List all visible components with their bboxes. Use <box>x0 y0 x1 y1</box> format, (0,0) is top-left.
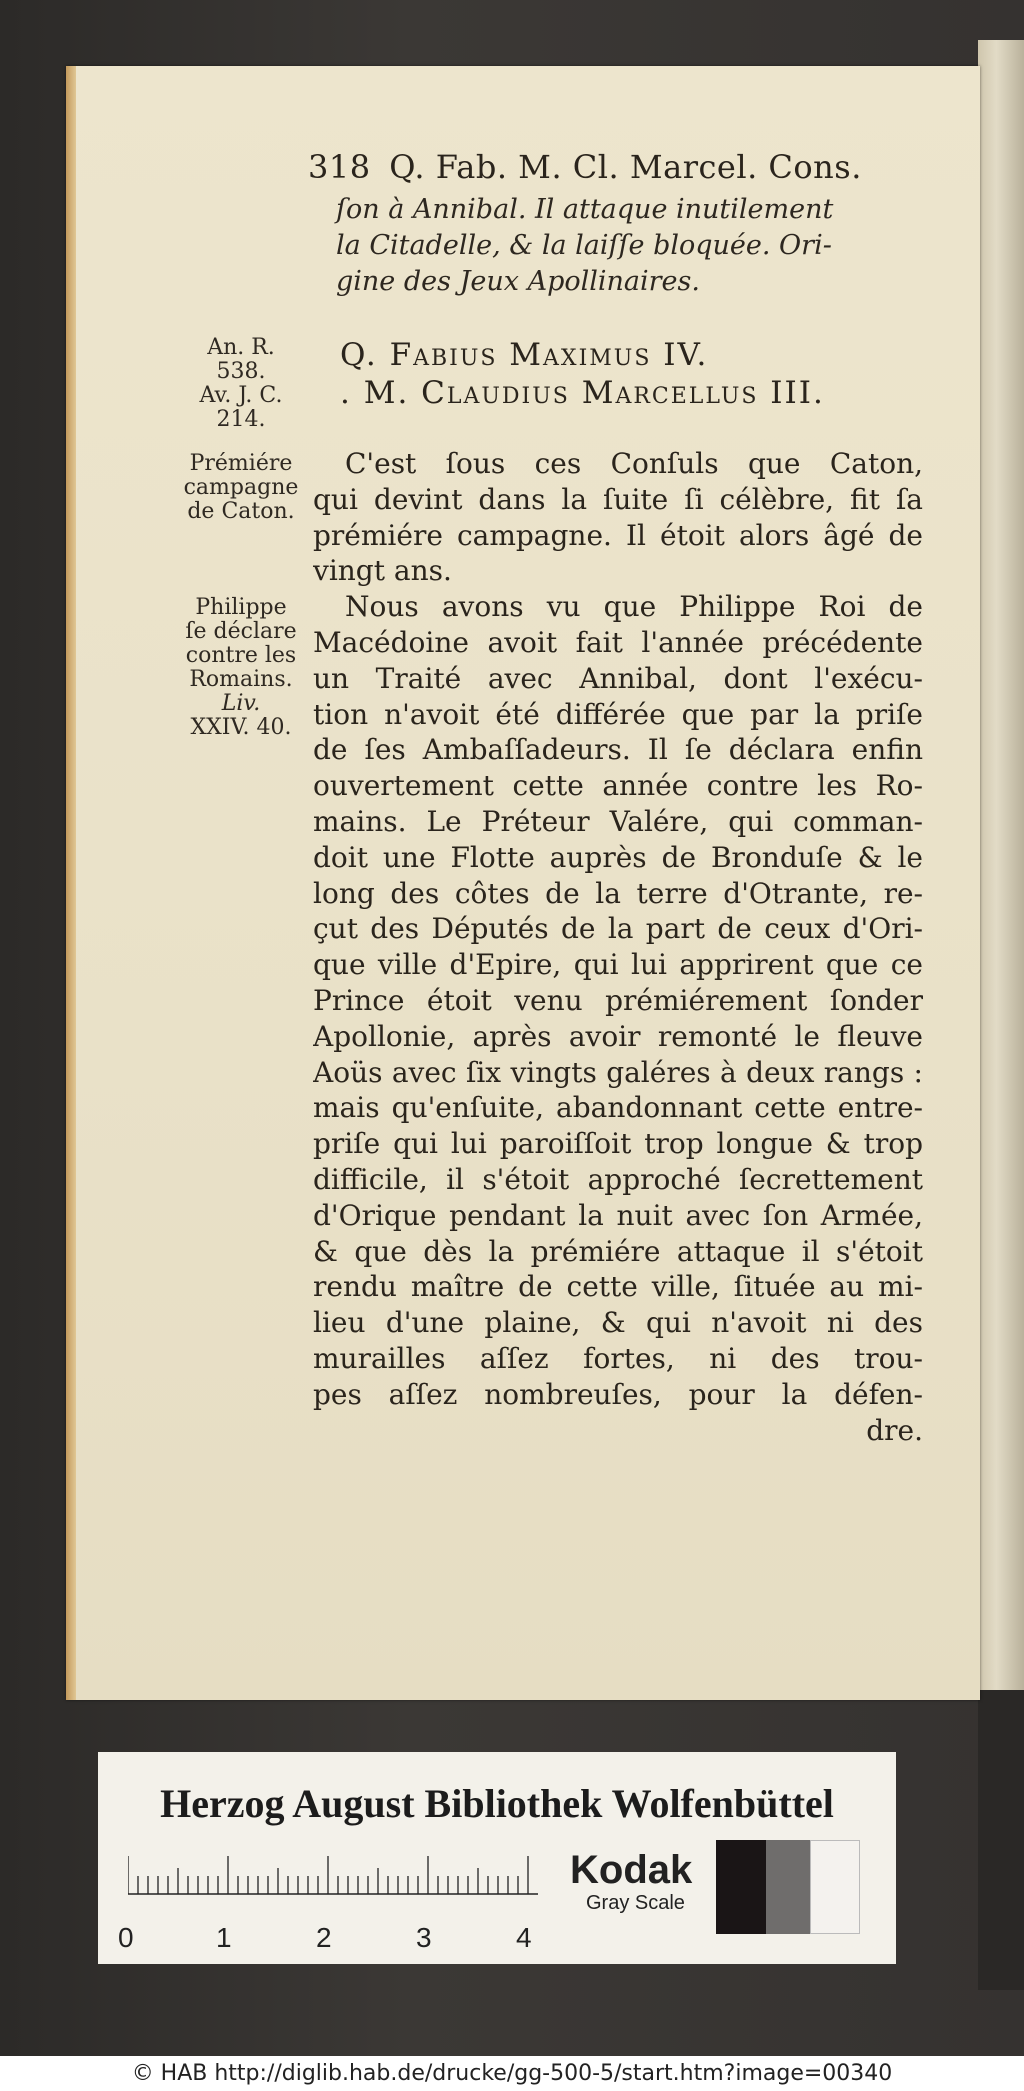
adjacent-page-edge <box>978 40 1024 1690</box>
margin-line: contre les <box>185 643 297 668</box>
text-line: doit une Flotte auprès de Bronduſe & le <box>313 840 923 874</box>
text-line: & que dès la prémiére attaque il s'étoit <box>313 1234 923 1268</box>
chapter-summary <box>336 192 926 300</box>
summary-line: ſon à Annibal. Il attaque inutilement <box>336 194 834 225</box>
text-line: Macédoine avoit fait l'année précédente <box>313 625 923 659</box>
margin-line: 214. <box>216 407 266 432</box>
text-line: qui devint dans la ſuite ſi célèbre, fit ſa <box>313 482 923 516</box>
margin-note-philippe <box>176 596 306 740</box>
summary-line: gine des Jeux Apollinaires. <box>336 266 700 297</box>
consul-line: Q. Fabius Maximus IV. <box>340 337 709 373</box>
margin-line: An. R. <box>207 335 275 360</box>
gray-swatch-white <box>810 1840 860 1934</box>
text-line: mais qu'enſuite, abandonnant cette entre- <box>313 1091 923 1125</box>
margin-line: ſe déclare <box>185 619 297 644</box>
text-line: mains. Le Préteur Valére, qui comman- <box>313 804 923 838</box>
text-line: pes aſſez nombreuſes, pour la défen- <box>313 1377 923 1411</box>
copyright-footer: © HAB http://diglib.hab.de/drucke/gg-500-5/start.htm?image=00340 <box>0 2056 1024 2091</box>
margin-note-year <box>176 336 306 432</box>
ruler-number: 3 <box>416 1922 432 1953</box>
text-line: que ville d'Epire, qui lui apprirent que ce <box>313 948 923 982</box>
text-line: murailles aſſez fortes, ni des trou- <box>313 1341 923 1375</box>
margin-line: Romains. <box>189 667 293 692</box>
text-line: lieu d'une plaine, & qui n'avoit ni des <box>313 1306 923 1340</box>
header-title: Q. Fab. M. Cl. Marcel. Cons. <box>389 148 862 186</box>
text-line: tion n'avoit été différée que par la priſe <box>313 697 923 731</box>
page-number: 318 <box>308 148 371 186</box>
text-line: Nous avons vu que Philippe Roi de <box>345 590 923 624</box>
text-line: long des côtes de la terre d'Otrante, re- <box>313 876 923 910</box>
gray-scale-label: Gray Scale <box>586 1892 685 1914</box>
consuls-heading <box>340 336 920 412</box>
consul-line: . M. Claudius Marcellus III. <box>340 375 825 411</box>
running-header <box>308 148 918 186</box>
kodak-logo: Kodak <box>570 1848 693 1892</box>
ruler-number: 2 <box>316 1922 332 1953</box>
text-line: ouvertement cette année contre les Ro- <box>313 769 923 803</box>
gray-swatch-black <box>716 1840 766 1934</box>
ruler-number: 0 <box>118 1922 134 1953</box>
margin-line: 538. <box>216 359 266 384</box>
text-line: priſe qui lui paroiſſoit trop longue & trop <box>313 1127 923 1161</box>
margin-line: de Caton. <box>187 499 295 524</box>
ruler-scale <box>128 1855 538 1895</box>
text-line: Prince étoit venu prémiérement ſonder <box>313 983 923 1017</box>
gray-swatch-mid <box>766 1840 810 1934</box>
catchword: dre. <box>866 1413 923 1447</box>
ruler-numbers <box>118 1922 558 1952</box>
margin-ref: Liv. <box>221 691 261 716</box>
margin-ref: XXIV. 40. <box>190 715 292 740</box>
text-line: prémiére campagne. Il étoit alors âgé de <box>313 518 923 552</box>
page-gilt-edge <box>66 66 76 1700</box>
margin-line: Prémiére <box>189 451 293 476</box>
ruler-number: 1 <box>216 1922 232 1953</box>
library-name: Herzog August Bibliothek Wolfenbüttel <box>160 1781 834 1826</box>
margin-line: Philippe <box>195 595 287 620</box>
summary-line: la Citadelle, & la laiſſe bloquée. Ori- <box>336 230 832 261</box>
body-text <box>313 446 923 1448</box>
margin-line: campagne <box>183 475 299 500</box>
ruler-number: 4 <box>516 1922 532 1953</box>
text-line: vingt ans. <box>313 554 452 588</box>
text-line: un Traité avec Annibal, dont l'exécu- <box>313 661 923 695</box>
text-line: Apollonie, après avoir remonté le fleuve <box>313 1019 923 1053</box>
text-line: Aoüs avec ſix vingts galéres à deux rangs : <box>313 1055 923 1089</box>
text-line: C'est ſous ces Conſuls que Caton, <box>345 447 923 480</box>
adjacent-page-shadow <box>978 1690 1024 1990</box>
text-line: çut des Députés de la part de ceux d'Ori- <box>313 912 923 946</box>
text-line: de ſes Ambaſſadeurs. Il ſe déclara enfin <box>313 733 923 767</box>
margin-note-cato <box>176 452 306 524</box>
text-line: d'Orique pendant la nuit avec ſon Armée, <box>313 1198 923 1232</box>
text-line: rendu maître de cette ville, ſituée au mi- <box>313 1270 923 1304</box>
margin-line: Av. J. C. <box>199 383 283 408</box>
text-line: difficile, il s'étoit approché ſecrettement <box>313 1162 923 1196</box>
